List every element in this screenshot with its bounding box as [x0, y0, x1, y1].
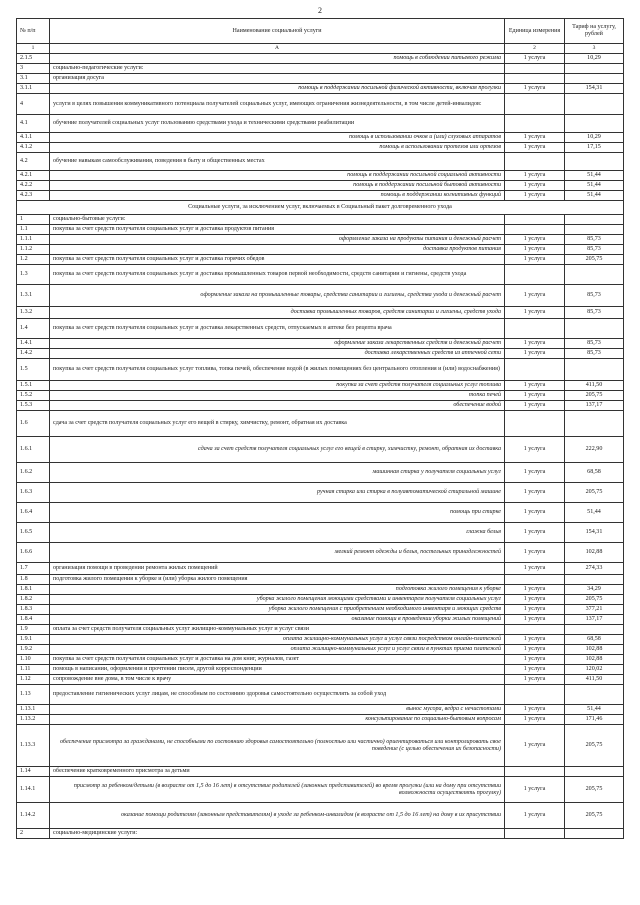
- service-name: помощь в поддержании посильной бытовой активности: [50, 181, 505, 191]
- tariff-value: 274,33: [565, 563, 624, 575]
- row-number: 1.1.2: [17, 245, 50, 255]
- table-row: [17, 685, 624, 705]
- service-name: социально-педагогические услуги:: [50, 64, 505, 74]
- table-row: [17, 84, 624, 94]
- unit-cell: 1 услуга: [505, 463, 565, 483]
- page-number: 2: [318, 6, 322, 15]
- unit-cell: 1 услуга: [505, 54, 565, 64]
- table-row: [17, 635, 624, 645]
- row-number: 1.6.4: [17, 503, 50, 523]
- table-body: [17, 54, 624, 839]
- service-name: предоставление гигиенических услуг лицам, не способным по состоянию здоровья самостоятельно осуществлять за собой уход: [50, 685, 505, 705]
- header-name: Наименование социальной услуги: [50, 19, 505, 44]
- unit-cell: [505, 115, 565, 133]
- row-number: 1.6: [17, 411, 50, 437]
- tariff-value: [565, 94, 624, 115]
- unit-cell: 1 услуга: [505, 615, 565, 625]
- index-cell: 3: [565, 44, 624, 54]
- unit-cell: 1 услуга: [505, 143, 565, 153]
- row-number: 1.6.6: [17, 543, 50, 563]
- unit-cell: 1 услуга: [505, 307, 565, 319]
- row-number: 1.4.1: [17, 339, 50, 349]
- row-number: 1.13: [17, 685, 50, 705]
- unit-cell: 1 услуга: [505, 285, 565, 307]
- table-row: [17, 391, 624, 401]
- table-row: [17, 605, 624, 615]
- service-name: покупка за счет средств получателя социальных услуг топлива, топка печей, обеспечение водой (в жилых помещениях без центрального отопления и (или) водоснабжения): [50, 359, 505, 381]
- row-number: 1.5.3: [17, 401, 50, 411]
- service-name: оформление заказа на промышленные товары, средства санитарии и гигиены, средства ухода и денежный расчет: [50, 285, 505, 307]
- row-number: 4.2: [17, 153, 50, 171]
- row-number: 1.3: [17, 265, 50, 285]
- unit-cell: 1 услуга: [505, 595, 565, 605]
- unit-cell: 1 услуга: [505, 585, 565, 595]
- row-number: 1.14.1: [17, 777, 50, 803]
- row-number: 1.7: [17, 563, 50, 575]
- service-name: мелкий ремонт одежды и белья, постельных принадлежностей: [50, 543, 505, 563]
- service-name: обучение получателей социальных услуг пользованию средствами ухода и техническими средствами реабилитации: [50, 115, 505, 133]
- table-row: [17, 64, 624, 74]
- unit-cell: [505, 64, 565, 74]
- table-row: [17, 181, 624, 191]
- service-name: глажка белья: [50, 523, 505, 543]
- table-row: [17, 115, 624, 133]
- table-row: [17, 665, 624, 675]
- unit-cell: 1 услуга: [505, 655, 565, 665]
- row-number: 1.9.2: [17, 645, 50, 655]
- table-row: [17, 215, 624, 225]
- service-name: покупка за счет средств получателя социальных услуг и доставка продуктов питания: [50, 225, 505, 235]
- tariff-value: 102,88: [565, 645, 624, 655]
- table-row: [17, 359, 624, 381]
- table-row: [17, 655, 624, 665]
- service-name: топка печей: [50, 391, 505, 401]
- unit-cell: [505, 411, 565, 437]
- row-number: 4.2.3: [17, 191, 50, 201]
- row-number: 4.1: [17, 115, 50, 133]
- service-name: оплата жилищно-коммунальных услуг и услуг связи посредством онлайн-платежей: [50, 635, 505, 645]
- tariff-value: 205,75: [565, 391, 624, 401]
- unit-cell: 1 услуга: [505, 255, 565, 265]
- tariff-value: 17,15: [565, 143, 624, 153]
- row-number: 1.8.2: [17, 595, 50, 605]
- unit-cell: 1 услуга: [505, 133, 565, 143]
- row-number: 4.1.1: [17, 133, 50, 143]
- tariff-value: 68,58: [565, 463, 624, 483]
- tariff-value: 205,75: [565, 777, 624, 803]
- service-name: ручная стирка или стирка в полуавтоматической стиральной машине: [50, 483, 505, 503]
- service-name: обеспечение присмотра за гражданами, не способными по состоянию здоровья самостоятельно (полностью или частично) ориентироваться или контролировать свое поведение (с целью обеспечения их безопасности): [50, 725, 505, 767]
- table-row: [17, 625, 624, 635]
- row-number: 3.1.1: [17, 84, 50, 94]
- tariff-value: 205,75: [565, 255, 624, 265]
- table-row: [17, 171, 624, 181]
- table-row: [17, 705, 624, 715]
- tariff-value: 205,75: [565, 725, 624, 767]
- table-row: [17, 725, 624, 767]
- service-name: помощь в поддержании посильной физической активности, включая прогулки: [50, 84, 505, 94]
- row-number: 1.5: [17, 359, 50, 381]
- table-row: [17, 411, 624, 437]
- row-number: 1.9: [17, 625, 50, 635]
- row-number: 1.5.2: [17, 391, 50, 401]
- unit-cell: 1 услуга: [505, 181, 565, 191]
- row-number: 1.13.1: [17, 705, 50, 715]
- row-number: 1.12: [17, 675, 50, 685]
- service-name: покупка за счет средств получателя социальных услуг и доставка на дом книг, журналов, газет: [50, 655, 505, 665]
- tariff-value: [565, 575, 624, 585]
- service-name: сдача за счет средств получателя социальных услуг его вещей в стирку, химчистку, ремонт, обратная их доставка: [50, 437, 505, 463]
- table-row: [17, 201, 624, 215]
- unit-cell: [505, 225, 565, 235]
- row-number: 1.5.1: [17, 381, 50, 391]
- row-number: 1.14.2: [17, 803, 50, 829]
- table-row: [17, 255, 624, 265]
- tariff-value: 205,75: [565, 803, 624, 829]
- table-row: [17, 675, 624, 685]
- table-row: [17, 437, 624, 463]
- table-row: [17, 94, 624, 115]
- row-number: 1: [17, 215, 50, 225]
- tariff-value: 85,73: [565, 285, 624, 307]
- service-name: помощь в использовании очков и (или) слуховых аппаратов: [50, 133, 505, 143]
- row-number: 4: [17, 94, 50, 115]
- unit-cell: 1 услуга: [505, 191, 565, 201]
- table-row: [17, 74, 624, 84]
- unit-cell: 1 услуга: [505, 84, 565, 94]
- row-number: 4.2.2: [17, 181, 50, 191]
- row-number: 1.8.1: [17, 585, 50, 595]
- table-row: [17, 829, 624, 839]
- tariff-value: 85,73: [565, 339, 624, 349]
- unit-cell: 1 услуга: [505, 635, 565, 645]
- service-name: уборка жилого помещения с приобретением необходимого инвентаря и моющих средств: [50, 605, 505, 615]
- row-number: 1.6.5: [17, 523, 50, 543]
- service-name: сопровождение вне дома, в том числе к врачу: [50, 675, 505, 685]
- service-name: покупка за счет средств получателя социальных услуг и доставка лекарственных средств, отпускаемых в аптеке без рецепта врача: [50, 319, 505, 339]
- section-heading: Социальные услуги, за исключением услуг, включаемых в Социальный пакет долговременного ухода: [17, 201, 624, 215]
- tariff-value: 154,31: [565, 84, 624, 94]
- row-number: 1.6.3: [17, 483, 50, 503]
- row-number: 1.3.1: [17, 285, 50, 307]
- row-number: 1.8.3: [17, 605, 50, 615]
- row-number: 3: [17, 64, 50, 74]
- table-row: [17, 307, 624, 319]
- table-row: [17, 615, 624, 625]
- table-row: [17, 483, 624, 503]
- service-name: социально-медицинские услуги:: [50, 829, 505, 839]
- unit-cell: 1 услуга: [505, 777, 565, 803]
- tariff-value: [565, 829, 624, 839]
- tariff-value: 205,75: [565, 483, 624, 503]
- table-row: [17, 285, 624, 307]
- service-name: уборка жилого помещения моющими средствами и инвентарем получателя социальных услуг: [50, 595, 505, 605]
- row-number: 1.6.1: [17, 437, 50, 463]
- tariff-value: [565, 215, 624, 225]
- row-number: 1.9.1: [17, 635, 50, 645]
- unit-cell: [505, 359, 565, 381]
- tariff-value: 137,17: [565, 401, 624, 411]
- unit-cell: 1 услуга: [505, 339, 565, 349]
- tariff-value: 85,73: [565, 349, 624, 359]
- tariff-value: 102,88: [565, 655, 624, 665]
- table-row: [17, 585, 624, 595]
- service-name: оказание помощи родителям (законным представителям) в уходе за ребенком-инвалидом (в возрасте от 1,5 до 16 лет) на дому в их присутствии: [50, 803, 505, 829]
- tariff-value: [565, 153, 624, 171]
- tariff-value: 85,73: [565, 235, 624, 245]
- tariff-value: 411,50: [565, 381, 624, 391]
- service-name: оплата за счет средств получателя социальных услуг жилищно-коммунальных услуг и услуг связи: [50, 625, 505, 635]
- service-name: обеспечение водой: [50, 401, 505, 411]
- tariff-value: 205,75: [565, 595, 624, 605]
- service-name: подготовка жилого помещения к уборке и (или) уборка жилого помещения: [50, 575, 505, 585]
- service-name: обеспечение кратковременного присмотра за детьми: [50, 767, 505, 777]
- table-row: [17, 575, 624, 585]
- unit-cell: 1 услуга: [505, 675, 565, 685]
- unit-cell: 1 услуга: [505, 349, 565, 359]
- header-num: № п/п: [17, 19, 50, 44]
- unit-cell: 1 услуга: [505, 523, 565, 543]
- unit-cell: 1 услуга: [505, 381, 565, 391]
- tariff-value: [565, 685, 624, 705]
- tariff-value: 222,90: [565, 437, 624, 463]
- service-name: социально-бытовые услуги:: [50, 215, 505, 225]
- unit-cell: 1 услуга: [505, 437, 565, 463]
- tariff-value: [565, 411, 624, 437]
- index-cell: 2: [505, 44, 565, 54]
- unit-cell: [505, 94, 565, 115]
- table-row: [17, 715, 624, 725]
- tariff-value: [565, 767, 624, 777]
- service-name: доставка лекарственных средств из аптечной сети: [50, 349, 505, 359]
- tariff-value: 85,73: [565, 307, 624, 319]
- service-name: помощь в поддержании посильной социальной активности: [50, 171, 505, 181]
- index-cell: А: [50, 44, 505, 54]
- service-name: помощь в соблюдении питьевого режима: [50, 54, 505, 64]
- table-row: [17, 339, 624, 349]
- unit-cell: [505, 153, 565, 171]
- service-name: машинная стирка у получателя социальных услуг: [50, 463, 505, 483]
- unit-cell: [505, 74, 565, 84]
- unit-cell: 1 услуга: [505, 483, 565, 503]
- row-number: 1.13.3: [17, 725, 50, 767]
- service-name: помощь в написании, оформлении и прочтении писем, другой корреспонденции: [50, 665, 505, 675]
- unit-cell: 1 услуга: [505, 705, 565, 715]
- tariff-value: 34,29: [565, 585, 624, 595]
- table-row: [17, 595, 624, 605]
- row-number: 4.2.1: [17, 171, 50, 181]
- service-name: оформление заказа на продукты питания и денежный расчет: [50, 235, 505, 245]
- service-name: организация помощи в проведении ремонта жилых помещений: [50, 563, 505, 575]
- service-name: консультирование по социально-бытовым вопросам: [50, 715, 505, 725]
- row-number: 1.4.2: [17, 349, 50, 359]
- table-row: [17, 543, 624, 563]
- tariff-value: 102,88: [565, 543, 624, 563]
- unit-cell: 1 услуга: [505, 543, 565, 563]
- tariff-value: [565, 74, 624, 84]
- tariff-value: 154,31: [565, 523, 624, 543]
- service-name: доставка промышленных товаров, средств санитарии и гигиены, средств ухода: [50, 307, 505, 319]
- table-row: [17, 645, 624, 655]
- table-row: [17, 143, 624, 153]
- tariff-value: [565, 115, 624, 133]
- row-number: 1.13.2: [17, 715, 50, 725]
- row-number: 1.3.2: [17, 307, 50, 319]
- row-number: 2: [17, 829, 50, 839]
- unit-cell: [505, 829, 565, 839]
- table-row: [17, 235, 624, 245]
- service-name: покупка за счет средств получателя социальных услуг и доставка промышленных товаров первой необходимости, средств санитарии и гигиены, средств ухода: [50, 265, 505, 285]
- service-name: помощь в использовании протезов или ортезов: [50, 143, 505, 153]
- unit-cell: 1 услуга: [505, 605, 565, 615]
- unit-cell: 1 услуга: [505, 245, 565, 255]
- unit-cell: 1 услуга: [505, 715, 565, 725]
- table-header-row: [17, 19, 624, 44]
- table-row: [17, 563, 624, 575]
- tariff-value: 68,58: [565, 635, 624, 645]
- table-row: [17, 767, 624, 777]
- unit-cell: 1 услуга: [505, 503, 565, 523]
- tariff-value: 85,73: [565, 245, 624, 255]
- service-name: покупка за счет средств получателя социальных услуг топлива: [50, 381, 505, 391]
- tariff-value: [565, 265, 624, 285]
- header-unit: Единица измерения: [505, 19, 565, 44]
- tariff-value: 137,17: [565, 615, 624, 625]
- unit-cell: [505, 685, 565, 705]
- table-row: [17, 245, 624, 255]
- tariff-value: [565, 625, 624, 635]
- unit-cell: 1 услуга: [505, 235, 565, 245]
- service-name: обучение навыкам самообслуживания, поведения в быту и общественных местах: [50, 153, 505, 171]
- unit-cell: 1 услуга: [505, 645, 565, 655]
- service-name: оплата жилищно-коммунальных услуг и услуг связи в пунктах приема платежей: [50, 645, 505, 655]
- service-name: доставка продуктов питания: [50, 245, 505, 255]
- tariff-value: [565, 225, 624, 235]
- table-row: [17, 191, 624, 201]
- table-row: [17, 225, 624, 235]
- table-row: [17, 54, 624, 64]
- service-name: помощь в поддержании когнитивных функций: [50, 191, 505, 201]
- tariff-value: 51,44: [565, 705, 624, 715]
- unit-cell: 1 услуга: [505, 171, 565, 181]
- table-row: [17, 265, 624, 285]
- table-row: [17, 401, 624, 411]
- row-number: 1.6.2: [17, 463, 50, 483]
- table-row: [17, 777, 624, 803]
- unit-cell: [505, 215, 565, 225]
- service-name: сдача за счет средств получателя социальных услуг его вещей в стирку, химчистку, ремонт, обратная их доставка: [50, 411, 505, 437]
- service-name: помощь при стирке: [50, 503, 505, 523]
- table-row: [17, 319, 624, 339]
- unit-cell: 1 услуга: [505, 563, 565, 575]
- service-name: оформление заказа лекарственных средств и денежный расчет: [50, 339, 505, 349]
- unit-cell: [505, 265, 565, 285]
- header-tariff: Тариф на услугу, рублей: [565, 19, 624, 44]
- service-name: услуги в целях повышения коммуникативного потенциала получателей социальных услуг, имеющих ограничения жизнедеятельности, в том числе детей-инвалидов:: [50, 94, 505, 115]
- table-row: [17, 153, 624, 171]
- table-row: [17, 523, 624, 543]
- service-name: оказание помощи в проведении уборки жилых помещений: [50, 615, 505, 625]
- row-number: 1.11: [17, 665, 50, 675]
- unit-cell: 1 услуга: [505, 803, 565, 829]
- table-row: [17, 463, 624, 483]
- unit-cell: [505, 319, 565, 339]
- tariff-value: [565, 359, 624, 381]
- index-cell: 1: [17, 44, 50, 54]
- row-number: 1.1: [17, 225, 50, 235]
- unit-cell: 1 услуга: [505, 391, 565, 401]
- column-index-row: [17, 44, 624, 54]
- tariff-value: [565, 64, 624, 74]
- service-name: подготовка жилого помещения к уборке: [50, 585, 505, 595]
- unit-cell: 1 услуга: [505, 665, 565, 675]
- row-number: 1.10: [17, 655, 50, 665]
- service-name: организация досуга: [50, 74, 505, 84]
- unit-cell: [505, 767, 565, 777]
- tariff-value: 171,46: [565, 715, 624, 725]
- table-row: [17, 133, 624, 143]
- table-row: [17, 503, 624, 523]
- tariff-value: [565, 319, 624, 339]
- unit-cell: 1 услуга: [505, 725, 565, 767]
- row-number: 1.2: [17, 255, 50, 265]
- row-number: 1.1.1: [17, 235, 50, 245]
- tariff-value: 51,44: [565, 191, 624, 201]
- row-number: 3.1: [17, 74, 50, 84]
- row-number: 1.8: [17, 575, 50, 585]
- row-number: 1.4: [17, 319, 50, 339]
- tariff-value: 51,44: [565, 503, 624, 523]
- row-number: 1.8.4: [17, 615, 50, 625]
- tariff-value: 120,02: [565, 665, 624, 675]
- service-name: вынос мусора, ведра с нечистотами: [50, 705, 505, 715]
- unit-cell: [505, 575, 565, 585]
- tariff-value: 10,29: [565, 54, 624, 64]
- row-number: 4.1.2: [17, 143, 50, 153]
- tariff-value: 51,44: [565, 181, 624, 191]
- unit-cell: 1 услуга: [505, 401, 565, 411]
- tariff-value: 51,44: [565, 171, 624, 181]
- service-name: присмотр за ребенком/детьми (в возрасте от 1,5 до 16 лет) в отсутствие родителей (законных представителей) во время прогулки (или на дому при отсутствии возможности осуществлять прогулку): [50, 777, 505, 803]
- tariff-value: 377,21: [565, 605, 624, 615]
- unit-cell: [505, 625, 565, 635]
- tariff-value: 411,50: [565, 675, 624, 685]
- table-row: [17, 381, 624, 391]
- tariff-table: [16, 18, 624, 839]
- table-row: [17, 349, 624, 359]
- row-number: 2.1.5: [17, 54, 50, 64]
- service-name: покупка за счет средств получателя социальных услуг и доставка горячих обедов: [50, 255, 505, 265]
- table-row: [17, 803, 624, 829]
- row-number: 1.14: [17, 767, 50, 777]
- tariff-value: 10,29: [565, 133, 624, 143]
